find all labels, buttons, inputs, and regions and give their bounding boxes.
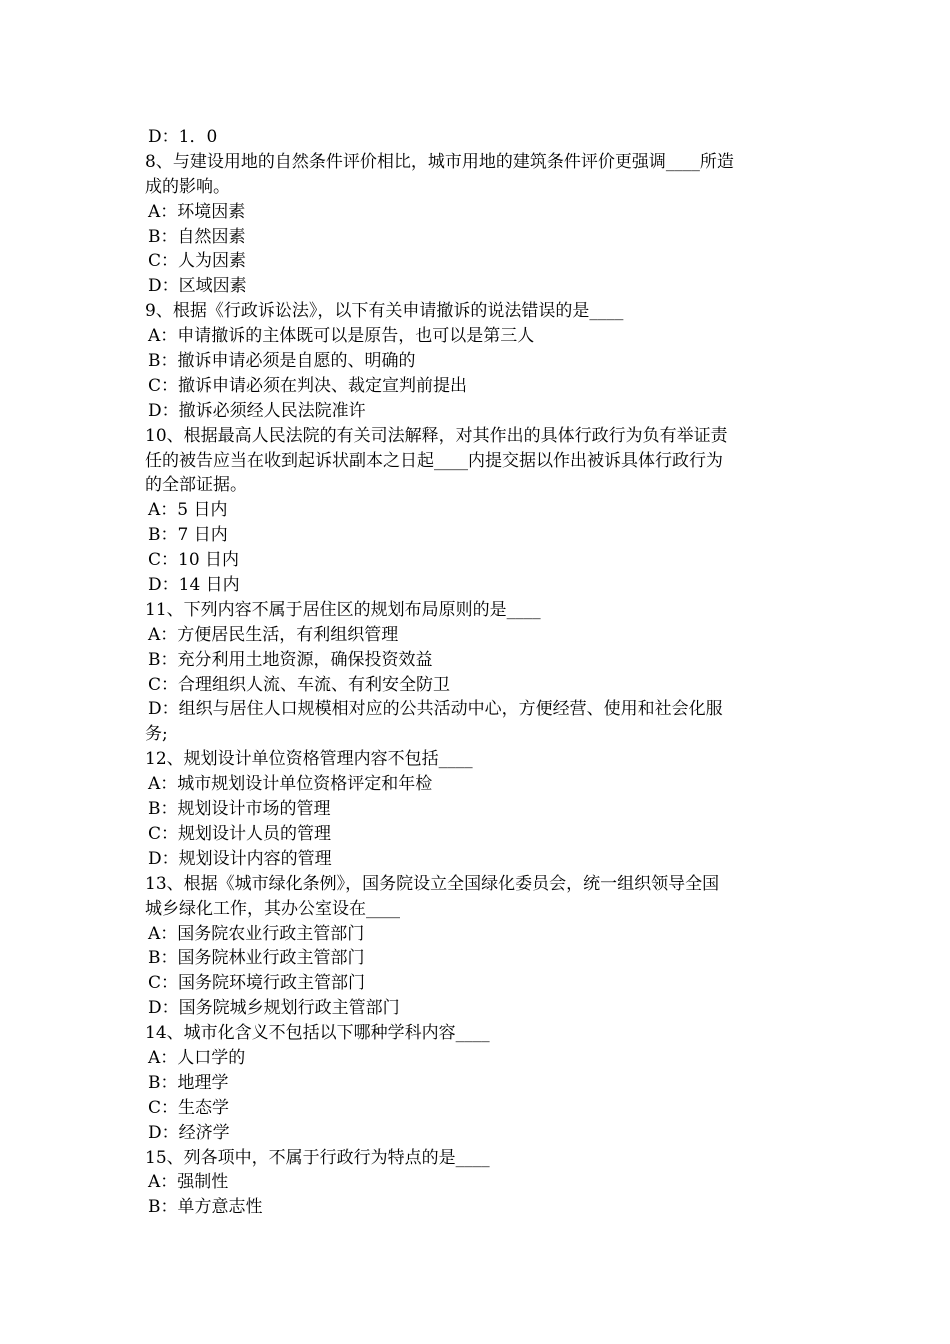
answer-option-line: C：撤诉申请必须在判决、裁定宣判前提出	[148, 375, 468, 396]
answer-option-line: A：方便居民生活，有利组织管理	[148, 624, 399, 645]
answer-option-line: A：城市规划设计单位资格评定和年检	[148, 774, 433, 795]
answer-option-line: C：人为因素	[148, 251, 247, 272]
question-text-line: 城乡绿化工作，其办公室设在____	[145, 898, 400, 919]
answer-option-line: C：规划设计人员的管理	[148, 823, 332, 844]
question-text-line: 务;	[145, 724, 168, 745]
question-text-line: 12、规划设计单位资格管理内容不包括____	[145, 749, 473, 770]
answer-option-line: B：自然因素	[148, 226, 246, 247]
answer-option-line: A：5 日内	[148, 500, 228, 521]
answer-option-line: B：撤诉申请必须是自愿的、明确的	[148, 351, 416, 372]
question-text-line: 14、城市化含义不包括以下哪种学科内容____	[145, 1023, 490, 1044]
answer-option-line: D：规划设计内容的管理	[148, 848, 332, 869]
answer-option-line: C：生态学	[148, 1097, 230, 1118]
answer-option-line: D：经济学	[148, 1122, 230, 1143]
question-text-line: 任的被告应当在收到起诉状副本之日起____内提交据以作出被诉具体行政行为	[145, 450, 723, 471]
answer-option-line: B：单方意志性	[148, 1197, 263, 1218]
question-text-line: 10、根据最高人民法院的有关司法解释，对其作出的具体行政行为负有举证责	[145, 425, 728, 446]
answer-option-line: A：人口学的	[148, 1047, 246, 1068]
answer-option-line: B：7 日内	[148, 525, 228, 546]
answer-option-line: D：1．0	[148, 127, 218, 147]
answer-option-line: B：规划设计市场的管理	[148, 799, 331, 820]
answer-option-line: C：合理组织人流、车流、有利安全防卫	[148, 674, 451, 695]
question-text-line: 11、下列内容不属于居住区的规划布局原则的是____	[145, 599, 541, 620]
answer-option-line: A：环境因素	[148, 201, 246, 222]
answer-option-line: A：强制性	[148, 1172, 229, 1193]
answer-option-line: D：国务院城乡规划行政主管部门	[148, 998, 400, 1019]
answer-option-line: B：地理学	[148, 1072, 229, 1093]
question-text-line: 成的影响。	[145, 176, 230, 197]
question-text-line: 13、根据《城市绿化条例》，国务院设立全国绿化委员会，统一组织领导全国	[145, 873, 720, 894]
answer-option-line: D：14 日内	[148, 575, 240, 596]
answer-option-line: D：组织与居住人口规模相对应的公共活动中心，方便经营、使用和社会化服	[148, 699, 723, 720]
question-text-line: 15、列各项中，不属于行政行为特点的是____	[145, 1147, 490, 1168]
answer-option-line: D：撤诉必须经人民法院准许	[148, 400, 366, 421]
question-text-line: 9、根据《行政诉讼法》，以下有关申请撤诉的说法错误的是____	[145, 301, 624, 322]
question-text-line: 的全部证据。	[145, 475, 247, 496]
answer-option-line: B：充分利用土地资源，确保投资效益	[148, 649, 433, 670]
answer-option-line: C：10 日内	[148, 550, 240, 571]
answer-option-line: A：申请撤诉的主体既可以是原告，也可以是第三人	[148, 326, 535, 347]
answer-option-line: D：区域因素	[148, 276, 247, 297]
answer-option-line: B：国务院林业行政主管部门	[148, 948, 365, 969]
answer-option-line: A：国务院农业行政主管部门	[148, 923, 365, 944]
question-text-line: 8、与建设用地的自然条件评价相比，城市用地的建筑条件评价更强调____所造	[145, 151, 734, 172]
answer-option-line: C：国务院环境行政主管部门	[148, 973, 366, 994]
